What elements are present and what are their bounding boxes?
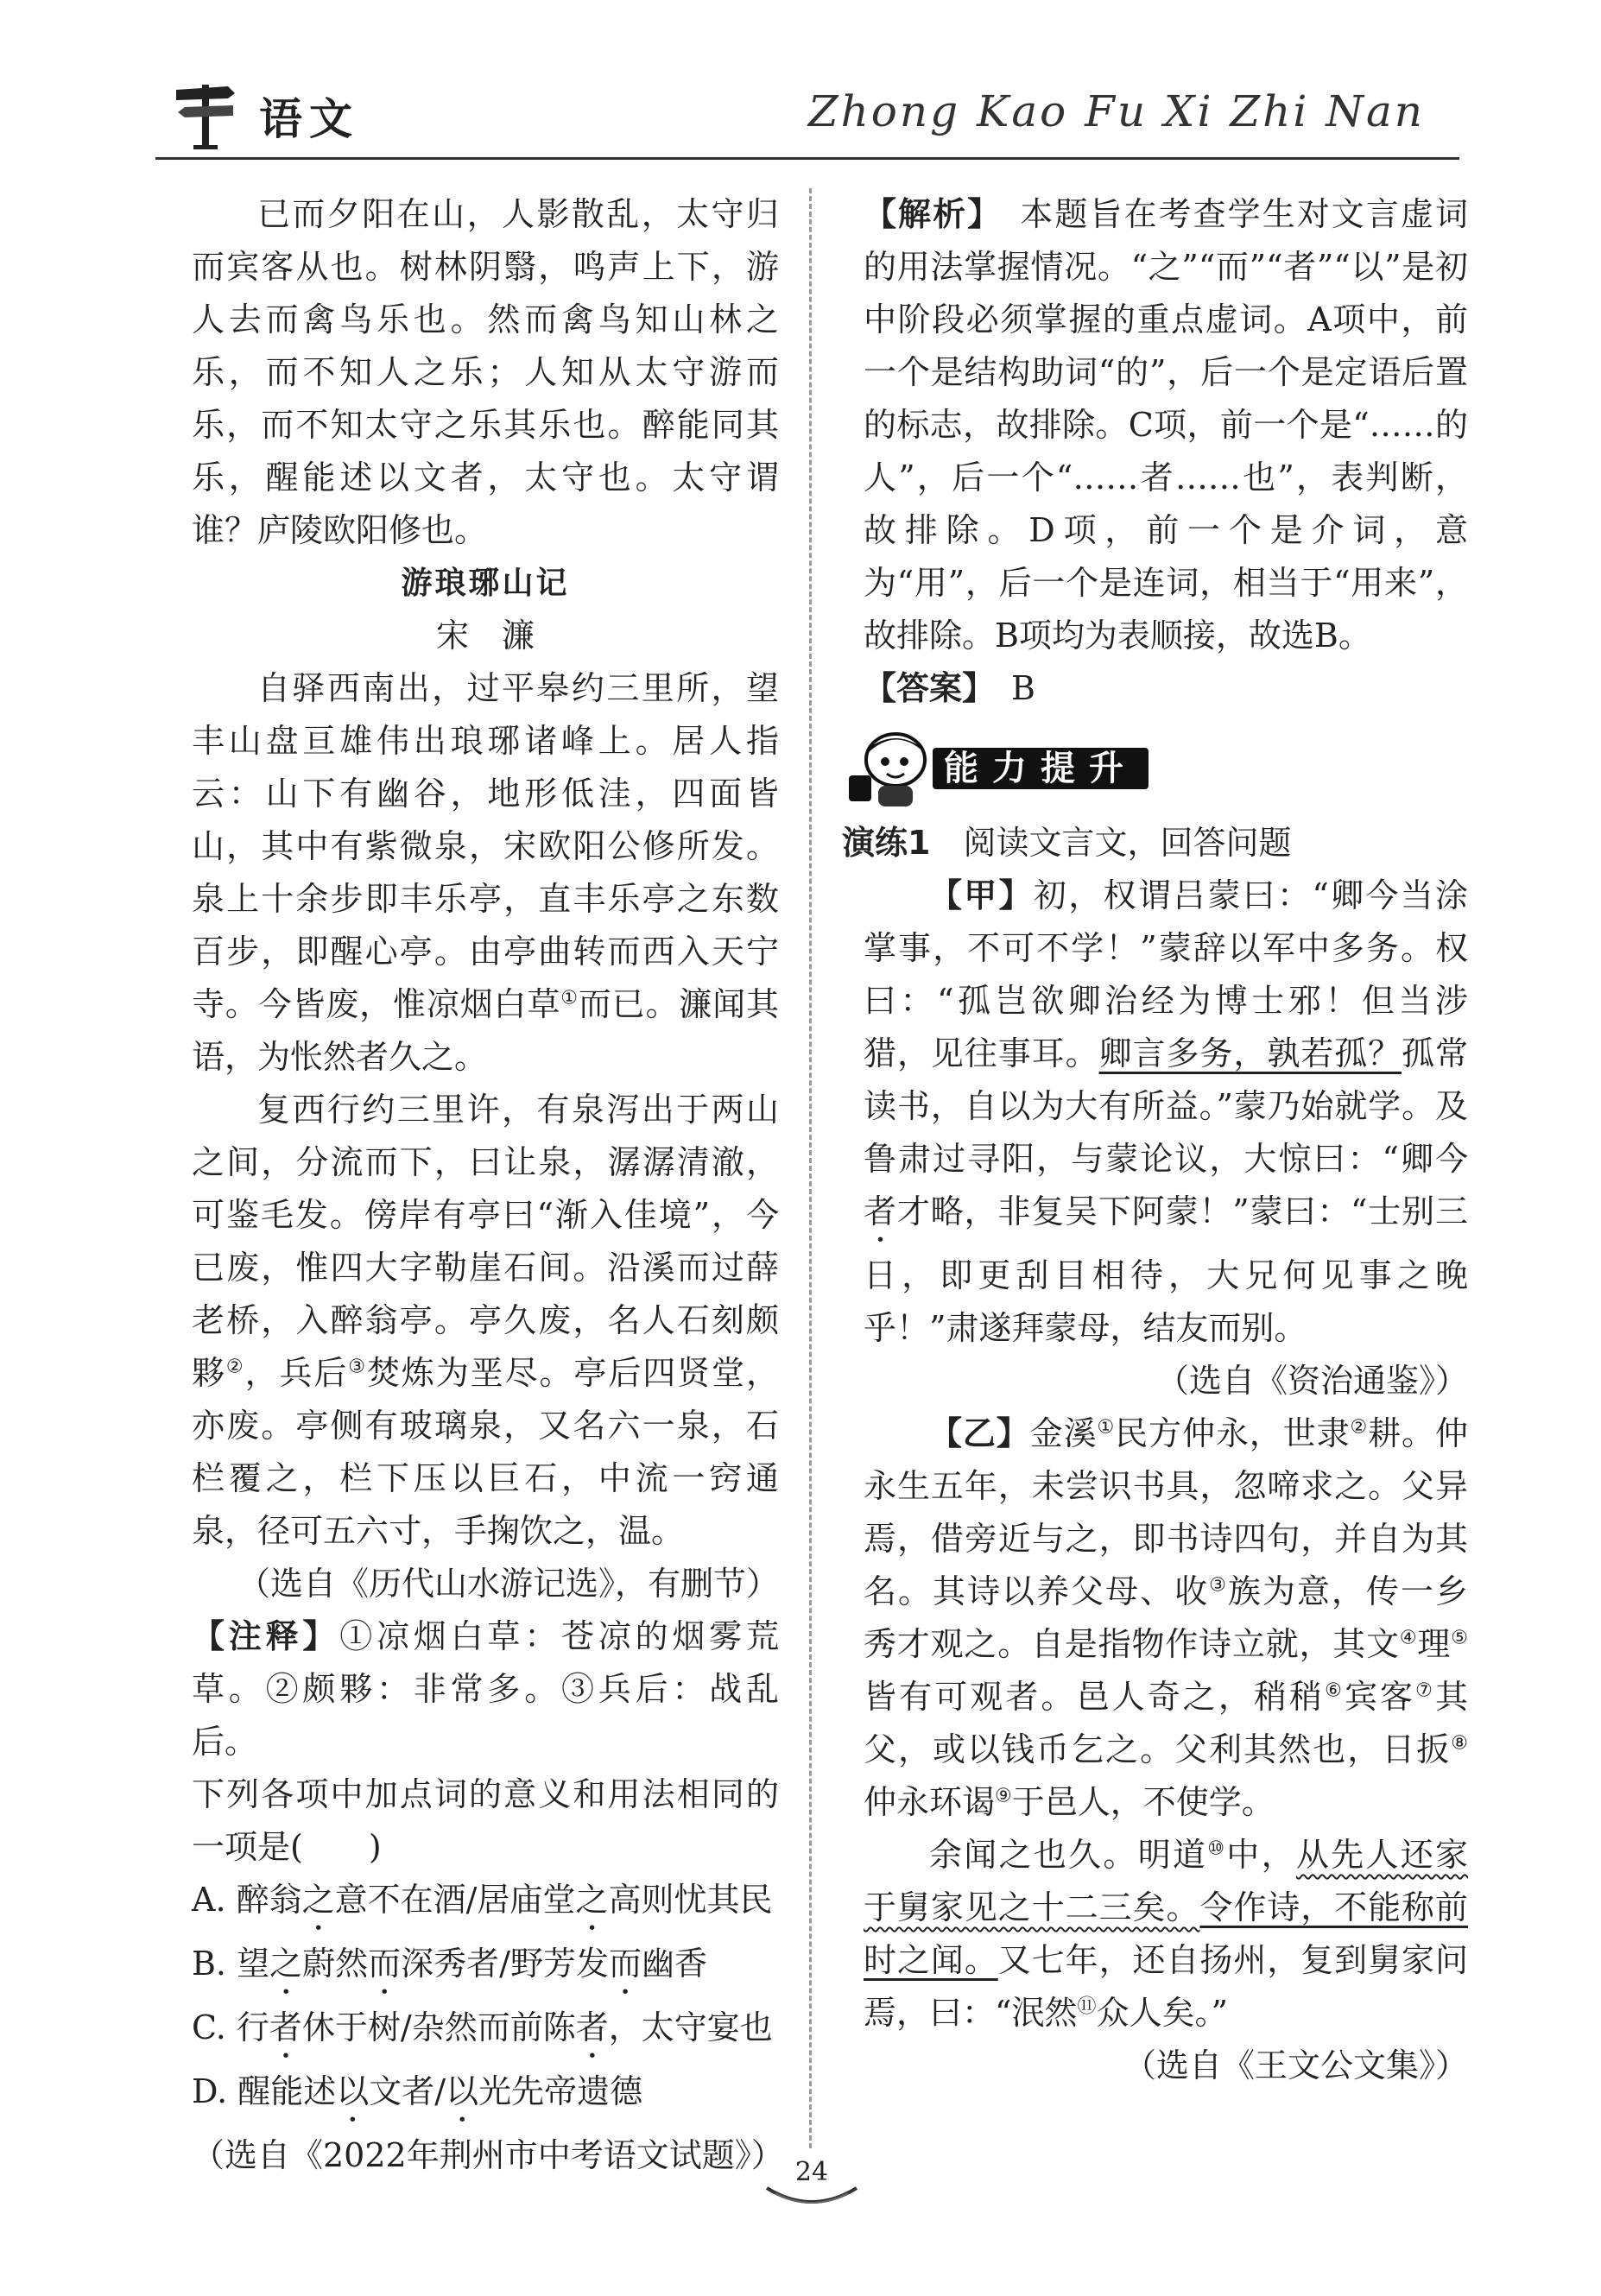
yi-source: （选自《王文公文集》） xyxy=(1123,2046,1468,2084)
text: 余闻之也久。明道 xyxy=(929,1836,1208,1874)
note-mark: ⑪ xyxy=(1077,1996,1097,2018)
text: 文者/ xyxy=(369,2072,446,2110)
jia-source: （选自《资治通鉴》） xyxy=(1155,1362,1468,1400)
option-c xyxy=(192,2002,779,2065)
jia-label: 【甲】 xyxy=(929,876,1034,914)
text: 深秀者/野芳发 xyxy=(401,1945,609,1983)
page-number: 24 xyxy=(794,2157,829,2187)
exercise-label: 演练1 xyxy=(842,824,931,862)
question: 下列各项中加点词的意义和用法相同的一项是( ) xyxy=(192,1775,779,1866)
left-column xyxy=(192,188,784,2182)
text: 复西行约三里许，有泉泻出于两山之间，分流而下，曰让泉，潺潺清澈，可鉴毛发。傍岸有亭曰“渐入佳境”，今已废，惟四大字勒崖石间。沿溪而过薛老桥，入醉翁亭。亭久废，名人石刻颇夥 xyxy=(192,1091,779,1392)
dotted-word: 而 xyxy=(368,1945,402,1983)
text: ，兵后 xyxy=(244,1354,349,1392)
column-divider xyxy=(809,188,812,2148)
notes-label: 【注释】 xyxy=(192,1617,340,1655)
text: 宾客 xyxy=(1344,1678,1416,1716)
answer-label: 【答案】 xyxy=(864,669,979,707)
dotted-word: 者 xyxy=(575,2008,609,2046)
header-rule xyxy=(155,157,1459,160)
dotted-word: 者 xyxy=(864,1192,897,1230)
text: 于邑人，不使学。 xyxy=(1011,1783,1275,1821)
option-b xyxy=(192,1938,779,2002)
answer-value: B xyxy=(1011,669,1035,707)
essay-title: 游琅琊山记 xyxy=(401,565,570,601)
question-source: （选自《2022年荆州市中考语文试题》） xyxy=(192,2136,784,2174)
text: B. 望 xyxy=(192,1945,270,1983)
text: 幽香 xyxy=(641,1945,707,1983)
page-header xyxy=(155,69,1459,164)
analysis-label: 【解析】 xyxy=(864,195,986,233)
right-column xyxy=(842,188,1468,2092)
notes xyxy=(192,1610,779,1768)
essay-author: 宋 濂 xyxy=(435,617,535,655)
note-mark: ② xyxy=(1350,1416,1369,1439)
text: 中， xyxy=(1226,1836,1296,1874)
dotted-word: 者 xyxy=(269,2008,302,2046)
dotted-word: 以 xyxy=(446,2072,479,2110)
note-mark: ⑥ xyxy=(1325,1679,1345,1702)
analysis xyxy=(864,188,1468,662)
text: 理 xyxy=(1417,1625,1452,1663)
exercise-instruction: 阅读文言文，回答问题 xyxy=(963,824,1292,862)
text: ，太守宴也 xyxy=(608,2008,773,2046)
text: C. 行 xyxy=(192,2008,269,2046)
wavy-underlined-sentence: 从先人还家于舅家见之十二三矣。 xyxy=(864,1836,1468,1926)
option-d xyxy=(192,2065,779,2129)
note-mark: ③ xyxy=(348,1356,367,1378)
text: 自驿西南出，过平皋约三里所，望丰山盘亘雄伟出琅琊诸峰上。居人指云：山下有幽谷，地形低洼，四面皆山，其中有紫微泉，宋欧阳公修所发。泉上十余步即丰乐亭，直丰乐亭之东数百步，即醒心亭。由亭曲转而西入天宁寺。今皆废，惟凉烟白草 xyxy=(192,669,779,1023)
text: 才略，非复吴下阿蒙！”蒙曰：“士别三日，即更刮目相待，大兄何见事之晚乎！”肃遂拜蒙母，结友而别。 xyxy=(864,1192,1468,1347)
text: A. 醉翁 xyxy=(192,1881,302,1919)
text: 民方仲永，世隶 xyxy=(1115,1414,1351,1452)
note-mark: ② xyxy=(225,1356,245,1378)
text: 仲永环谒 xyxy=(864,1783,996,1821)
text: 光先帝遗德 xyxy=(478,2072,643,2110)
dotted-word: 以 xyxy=(336,2072,370,2110)
essay-paragraph-2 xyxy=(192,1084,779,1558)
note-mark: ③ xyxy=(1209,1574,1228,1597)
text: 又七年，还自扬州，复到舅家问焉，曰：“泯然 xyxy=(864,1941,1468,2032)
note-mark: ⑦ xyxy=(1415,1679,1435,1702)
text: 耕。仲永生五年，未尝识书具，忽啼求之。父异焉，借旁近与之，即书诗四句，并自为其名。其诗以养父母、收 xyxy=(864,1414,1468,1610)
underlined-sentence: 令作诗，不能称前时之闻。 xyxy=(864,1888,1468,1979)
mascot-icon xyxy=(842,724,937,810)
note-mark: ① xyxy=(1097,1416,1116,1439)
text: 其父，或以钱币乞之。父利其然也，日扳 xyxy=(864,1678,1468,1768)
analysis-text: 本题旨在考查学生对文言虚词的用法掌握情况。“之”“而”“者”“以”是初中阶段必须掌握的重点虚词。A项中，前一个是结构助词“的”，后一个是定语后置的标志，故排除。C项，前一个是“……的人”，后一个“……者……也”，表判断，故排除。D项，前一个是介词，意为“用”，后一个是连词，相当于“用来”，故排除。B项均为表顺接，故选B。 xyxy=(864,195,1468,655)
note-mark: ⑤ xyxy=(1451,1627,1468,1649)
note-mark: ⑩ xyxy=(1207,1837,1227,1860)
text: 休于树/杂然而前陈 xyxy=(301,2008,576,2046)
passage-yi xyxy=(864,1407,1468,1829)
exercise-heading xyxy=(842,817,1468,870)
note-mark: ① xyxy=(560,987,579,1009)
text: 而已。濂闻其语，为怅然者久之。 xyxy=(192,985,779,1076)
underlined-sentence: 卿言多务，孰若孤？ xyxy=(1098,1034,1402,1072)
essay-paragraph-1 xyxy=(192,662,779,1084)
text: 意不在酒/居庙堂 xyxy=(334,1881,576,1919)
dotted-word: 之 xyxy=(575,1881,609,1919)
passage-yi-2 xyxy=(864,1829,1468,2040)
subject-title: 语文 xyxy=(259,93,359,144)
text: 高则忧其民 xyxy=(608,1881,773,1919)
text: 焚炼为垩尽。亭后四贤堂，亦废。亭侧有玻璃泉，又名六一泉，石栏覆之，栏下压以巨石，中流一窍通泉，径可五六寸，手掬饮之，温。 xyxy=(192,1354,779,1550)
text: 皆有可观者。邑人奇之，稍稍 xyxy=(864,1678,1326,1716)
intro-paragraph: 已而夕阳在山，人影散乱，太守归而宾客从也。树林阴翳，鸣声上下，游人去而禽鸟乐也。然而禽鸟知山林之乐，而不知人之乐；人知从太守游而乐，而不知太守之乐其乐也。醉能同其乐，醒能述以文者，太守也。太守谓谁？庐陵欧阳修也。 xyxy=(192,195,779,549)
option-a xyxy=(192,1874,779,1938)
dotted-word: 之 xyxy=(269,1945,303,1983)
passage-jia xyxy=(864,870,1468,1355)
section-title: 能力提升 xyxy=(933,748,1149,789)
text: 族为意，传一乡秀才观之。自是指物作诗立就，其文 xyxy=(864,1572,1468,1663)
dotted-word: 而 xyxy=(608,1945,642,1983)
series-title: Zhong Kao Fu Xi Zhi Nan xyxy=(807,86,1425,136)
signpost-icon xyxy=(173,78,238,150)
note-mark: ⑨ xyxy=(995,1785,1012,1807)
essay-source: （选自《历代山水游记选》，有删节） xyxy=(237,1565,779,1603)
note-mark: ⑧ xyxy=(1451,1732,1468,1755)
yi-label: 【乙】 xyxy=(929,1414,1030,1452)
text: 孤常读书，自以为大有所益。”蒙乃始就学。及鲁肃过寻阳，与蒙论议，大惊曰：“卿今 xyxy=(864,1034,1468,1178)
text: 众人矣。” xyxy=(1096,1994,1228,2032)
section-banner xyxy=(842,724,1468,810)
text: D. 醒能述 xyxy=(192,2072,337,2110)
notes-text: ①凉烟白草：苍凉的烟雾荒草。②颇夥：非常多。③兵后：战乱后。 xyxy=(192,1617,779,1761)
note-mark: ④ xyxy=(1399,1627,1418,1649)
answer xyxy=(864,662,1468,715)
dotted-word: 之 xyxy=(301,1881,335,1919)
text: 初，权谓吕蒙曰：“卿今当涂掌事，不可不学！”蒙辞以军中多务。权曰：“孤岂欲卿治经为博士邪！但当涉猎，见往事耳。 xyxy=(864,876,1468,1072)
text: 蔚然 xyxy=(302,1945,369,1983)
page-number-area xyxy=(760,2150,864,2211)
text: 金溪 xyxy=(1029,1414,1098,1452)
